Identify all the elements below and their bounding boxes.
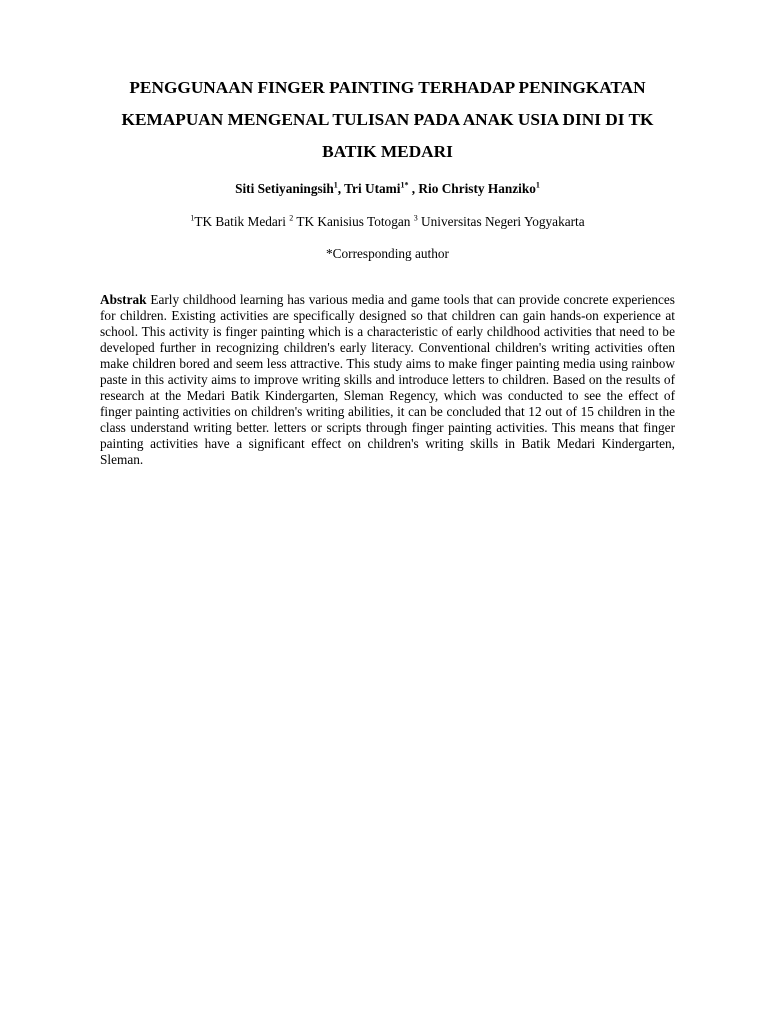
author-line [100,180,675,198]
author-mark: 1 [333,180,338,190]
abstract-text: Early childhood learning has various media and game tools that can provide concrete experiences for children. Existing activities are specifically designed so that children can gain hands-on experience at school. This activity is finger painting which is a characteristic of early childhood activities that need to be developed further in recognizing children's early literacy. Conventional children's writing activities often make children bored and seem less attractive. This study aims to make finger painting media using rainbow paste in this activity aims to improve writing skills and introduce letters to children. Based on the results of research at the Medari Batik Kindergarten, Sleman Regency, which was conducted to see the effect of finger painting activities on children's writing abilities, it can be concluded that 12 out of 15 children in the class understand writing better. letters or scripts through finger painting activities. This means that finger painting activities have a significant effect on children's writing skills in Batik Medari Kindergarten, Sleman. [100,292,675,467]
affiliation-name: TK Kanisius Totogan [293,214,411,229]
abstract [100,292,675,468]
affiliation-name: Universitas Negeri Yogyakarta [417,214,585,229]
affiliation-line [100,213,675,231]
author-name: Rio Christy Hanziko [418,181,536,196]
author-mark: 1 [535,180,540,190]
affiliation-name: TK Batik Medari [194,214,286,229]
author-name: Siti Setiyaningsih [235,181,334,196]
affiliation-mark: 3 [413,213,418,223]
corresponding-author-note: *Corresponding author [326,246,449,261]
affiliation-mark: 1 [190,213,195,223]
author-separator: , [408,181,419,196]
affiliation-mark: 2 [289,213,294,223]
author-name: Tri Utami [344,181,401,196]
author-mark: 1* [400,180,409,190]
author-separator: , [337,181,345,196]
abstract-label: Abstrak [100,292,147,307]
paper-title: PENGGUNAAN FINGER PAINTING TERHADAP PENINGKATAN KEMAPUAN MENGENAL TULISAN PADA ANAK USIA DINI DI TK BATIK MEDARI [121,78,654,161]
